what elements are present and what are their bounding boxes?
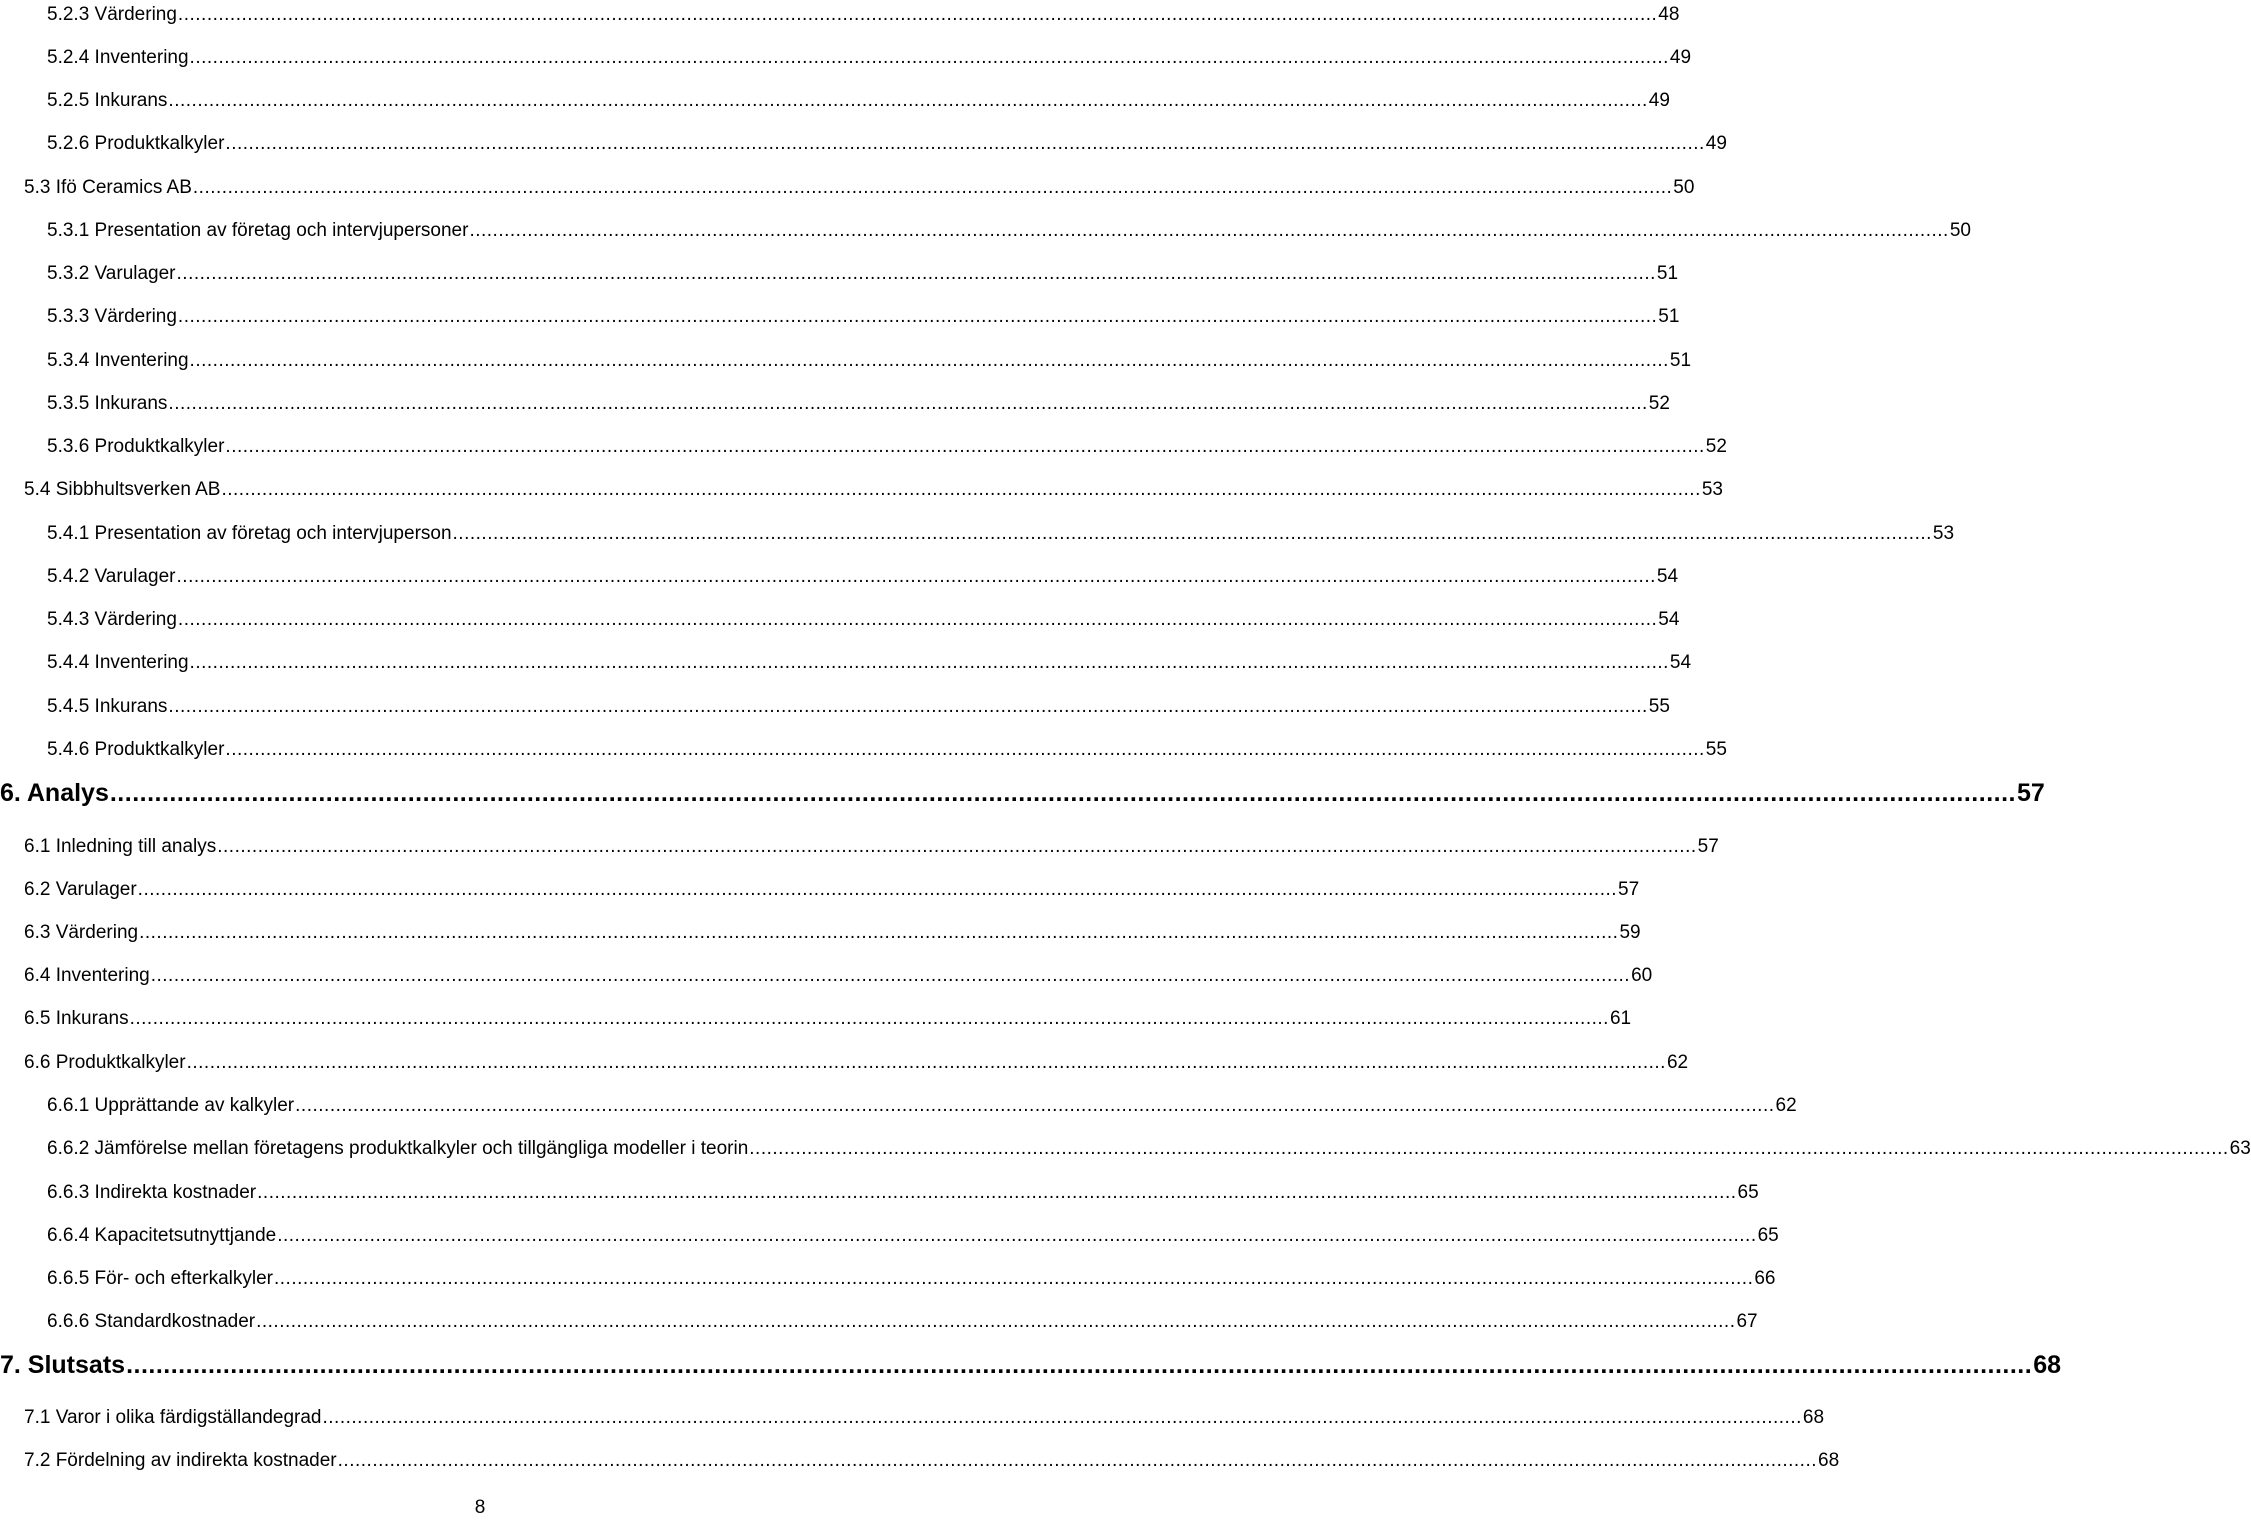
- toc-entry-page: 57: [1618, 879, 1640, 900]
- page-number: 8: [474, 1497, 486, 1518]
- toc-entry-page: 53: [1932, 523, 1955, 544]
- dot-leader: ................................................................................................................................................................................................................................................................: [277, 1225, 1757, 1246]
- toc-entry[interactable]: [0, 1307, 1758, 1337]
- toc-entry-page: 55: [1648, 696, 1670, 717]
- toc-entry-page: 49: [1705, 133, 1727, 154]
- toc-entry-page: 54: [1669, 652, 1692, 673]
- toc-entry-page: 54: [1656, 566, 1679, 587]
- toc-entry-page: 51: [1656, 263, 1679, 284]
- dot-leader: ................................................................................................................................................................................................................................................................: [177, 306, 1658, 327]
- toc-entry-title: 6.6.4 Kapacitetsutnyttjande: [47, 1225, 277, 1246]
- toc-entry-page: 68: [2033, 1351, 2061, 1379]
- dot-leader: ................................................................................................................................................................................................................................................................: [749, 1138, 2229, 1159]
- toc-entry-page: 51: [1658, 306, 1680, 327]
- dot-leader: ................................................................................................................................................................................................................................................................: [129, 1008, 1609, 1029]
- toc-entry-title: 5.4 Sibbhultsverken AB: [24, 479, 221, 500]
- toc-entry-title: 5.3.3 Värdering: [47, 306, 177, 327]
- toc-entry-page: 52: [1648, 393, 1670, 414]
- toc-entry-title: 5.3.5 Inkurans: [47, 393, 168, 414]
- toc-entry-title: 5.4.5 Inkurans: [47, 696, 168, 717]
- dot-leader: ................................................................................................................................................................................................................................................................: [225, 436, 1705, 457]
- toc-entry[interactable]: [0, 475, 1723, 505]
- toc-entry-page: 59: [1619, 922, 1641, 943]
- toc-entry-title: 5.4.1 Presentation av företag och intervjuperson: [47, 523, 452, 544]
- toc-entry[interactable]: [0, 1178, 1759, 1208]
- toc-entry-page: 51: [1669, 350, 1692, 371]
- toc-entry-title: 5.3.4 Inventering: [47, 350, 189, 371]
- toc-entry-page: 55: [1705, 739, 1727, 760]
- dot-leader: ................................................................................................................................................................................................................................................................: [256, 1311, 1736, 1332]
- toc-entry[interactable]: [0, 648, 1692, 678]
- toc-entry[interactable]: [0, 778, 2045, 812]
- toc-entry-title: 6.6.2 Jämförelse mellan företagens produktkalkyler och tillgängliga modeller i teorin: [47, 1138, 749, 1159]
- toc-entry[interactable]: [0, 1350, 2061, 1384]
- toc-entry-title: 5.3 Ifö Ceramics AB: [24, 177, 192, 198]
- toc-entry[interactable]: [0, 432, 1727, 462]
- toc-entry-title: 5.3.1 Presentation av företag och intervjupersoner: [47, 220, 469, 241]
- toc-entry-title: 5.4.3 Värdering: [47, 609, 177, 630]
- dot-leader: ................................................................................................................................................................................................................................................................: [221, 479, 1701, 500]
- dot-leader: ................................................................................................................................................................................................................................................................: [126, 1351, 2033, 1379]
- toc-entry[interactable]: [0, 216, 1971, 246]
- toc-entry[interactable]: [0, 562, 1679, 592]
- dot-leader: ................................................................................................................................................................................................................................................................: [469, 220, 1949, 241]
- toc-entry-title: 6.2 Varulager: [24, 879, 137, 900]
- toc-entry-page: 62: [1775, 1095, 1797, 1116]
- dot-leader: ................................................................................................................................................................................................................................................................: [137, 879, 1618, 900]
- toc-entry-title: 6.5 Inkurans: [24, 1008, 129, 1029]
- dot-leader: ................................................................................................................................................................................................................................................................: [337, 1450, 1818, 1471]
- dot-leader: ................................................................................................................................................................................................................................................................: [322, 1407, 1802, 1428]
- toc-entry-title: 5.4.4 Inventering: [47, 652, 189, 673]
- dot-leader: ................................................................................................................................................................................................................................................................: [189, 350, 1669, 371]
- dot-leader: ................................................................................................................................................................................................................................................................: [186, 1052, 1666, 1073]
- toc-entry-page: 66: [1754, 1268, 1776, 1289]
- toc-entry[interactable]: [0, 129, 1727, 159]
- toc-entry-page: 53: [1701, 479, 1723, 500]
- dot-leader: ................................................................................................................................................................................................................................................................: [217, 836, 1697, 857]
- dot-leader: ................................................................................................................................................................................................................................................................: [225, 739, 1705, 760]
- toc-entry-title: 6.1 Inledning till analys: [24, 836, 217, 857]
- dot-leader: ................................................................................................................................................................................................................................................................: [168, 393, 1648, 414]
- toc-entry[interactable]: [0, 605, 1680, 635]
- toc-entry-page: 50: [1949, 220, 1971, 241]
- toc-entry[interactable]: [0, 832, 1719, 862]
- toc-entry-title: 5.2.5 Inkurans: [47, 90, 168, 111]
- toc-entry-page: 68: [1802, 1407, 1825, 1428]
- toc-entry-title: 6. Analys: [0, 779, 109, 807]
- toc-entry-title: 6.6.6 Standardkostnader: [47, 1311, 256, 1332]
- dot-leader: ................................................................................................................................................................................................................................................................: [225, 133, 1705, 154]
- toc-entry[interactable]: [0, 1048, 1689, 1078]
- toc-entry-title: 7.2 Fördelning av indirekta kostnader: [24, 1450, 337, 1471]
- toc-entry[interactable]: [0, 86, 1670, 116]
- toc-entry-title: 7. Slutsats: [0, 1351, 126, 1379]
- toc-entry[interactable]: [0, 1221, 1779, 1251]
- toc-entry[interactable]: [0, 43, 1692, 73]
- toc-entry-title: 6.6.3 Indirekta kostnader: [47, 1182, 257, 1203]
- toc-entry[interactable]: [0, 519, 1955, 549]
- toc-entry-page: 57: [2016, 779, 2045, 807]
- dot-leader: ................................................................................................................................................................................................................................................................: [176, 263, 1656, 284]
- toc-entry[interactable]: [0, 735, 1727, 765]
- toc-entry[interactable]: [0, 1134, 2251, 1164]
- dot-leader: ................................................................................................................................................................................................................................................................: [189, 47, 1669, 68]
- dot-leader: ................................................................................................................................................................................................................................................................: [168, 696, 1648, 717]
- toc-entry[interactable]: [0, 918, 1641, 948]
- toc-entry[interactable]: [0, 875, 1640, 905]
- toc-entry-title: 6.3 Värdering: [24, 922, 139, 943]
- toc-entry-page: 48: [1658, 4, 1680, 25]
- toc-entry-title: 5.3.6 Produktkalkyler: [47, 436, 225, 457]
- toc-entry-page: 65: [1737, 1182, 1759, 1203]
- toc-entry-page: 49: [1648, 90, 1670, 111]
- dot-leader: ................................................................................................................................................................................................................................................................: [295, 1095, 1775, 1116]
- toc-entry-title: 5.4.6 Produktkalkyler: [47, 739, 225, 760]
- toc-entry-page: 54: [1658, 609, 1680, 630]
- toc-entry-page: 50: [1673, 177, 1695, 198]
- toc-entry-title: 6.6 Produktkalkyler: [24, 1052, 186, 1073]
- toc-entry-title: 5.2.6 Produktkalkyler: [47, 133, 225, 154]
- toc-entry[interactable]: [0, 389, 1670, 419]
- toc-entry[interactable]: [0, 1004, 1632, 1034]
- dot-leader: ................................................................................................................................................................................................................................................................: [257, 1182, 1737, 1203]
- toc-entry-title: 6.6.1 Upprättande av kalkyler: [47, 1095, 295, 1116]
- toc-entry[interactable]: [0, 1091, 1797, 1121]
- toc-entry[interactable]: [0, 302, 1680, 332]
- toc-entry-page: 65: [1757, 1225, 1779, 1246]
- toc-entry[interactable]: [0, 1264, 1776, 1294]
- toc-entry-page: 61: [1609, 1008, 1632, 1029]
- toc-entry-title: 5.4.2 Varulager: [47, 566, 176, 587]
- toc-entry[interactable]: [0, 1446, 1840, 1476]
- toc-entry[interactable]: [0, 0, 1680, 30]
- toc-entry-page: 63: [2229, 1138, 2251, 1159]
- dot-leader: ................................................................................................................................................................................................................................................................: [189, 652, 1669, 673]
- dot-leader: ................................................................................................................................................................................................................................................................: [177, 609, 1658, 630]
- toc-entry-title: 6.4 Inventering: [24, 965, 150, 986]
- dot-leader: ................................................................................................................................................................................................................................................................: [176, 566, 1656, 587]
- toc-entry-title: 5.2.3 Värdering: [47, 4, 177, 25]
- dot-leader: ................................................................................................................................................................................................................................................................: [109, 779, 2016, 807]
- toc-entry[interactable]: [0, 961, 1653, 991]
- toc-entry-page: 67: [1736, 1311, 1758, 1332]
- toc-entry-page: 57: [1697, 836, 1719, 857]
- toc-entry[interactable]: [0, 346, 1692, 376]
- toc-entry-title: 6.6.5 För- och efterkalkyler: [47, 1268, 273, 1289]
- dot-leader: ................................................................................................................................................................................................................................................................: [139, 922, 1619, 943]
- dot-leader: ................................................................................................................................................................................................................................................................: [452, 523, 1932, 544]
- toc-entry-title: 7.1 Varor i olika färdigställandegrad: [24, 1407, 322, 1428]
- toc-entry-page: 52: [1705, 436, 1727, 457]
- toc-entry-page: 60: [1631, 965, 1653, 986]
- toc-entry[interactable]: [0, 1403, 1825, 1433]
- toc-entry-page: 68: [1818, 1450, 1840, 1471]
- toc-entry[interactable]: [0, 259, 1679, 289]
- toc-entry-page: 49: [1669, 47, 1692, 68]
- toc-entry[interactable]: [0, 692, 1670, 722]
- dot-leader: ................................................................................................................................................................................................................................................................: [273, 1268, 1754, 1289]
- dot-leader: ................................................................................................................................................................................................................................................................: [168, 90, 1648, 111]
- dot-leader: ................................................................................................................................................................................................................................................................: [192, 177, 1673, 198]
- dot-leader: ................................................................................................................................................................................................................................................................: [177, 4, 1658, 25]
- toc-entry-title: 5.2.4 Inventering: [47, 47, 189, 68]
- toc-entry-page: 62: [1666, 1052, 1689, 1073]
- toc-entry[interactable]: [0, 173, 1695, 203]
- toc-entry-title: 5.3.2 Varulager: [47, 263, 176, 284]
- dot-leader: ................................................................................................................................................................................................................................................................: [150, 965, 1631, 986]
